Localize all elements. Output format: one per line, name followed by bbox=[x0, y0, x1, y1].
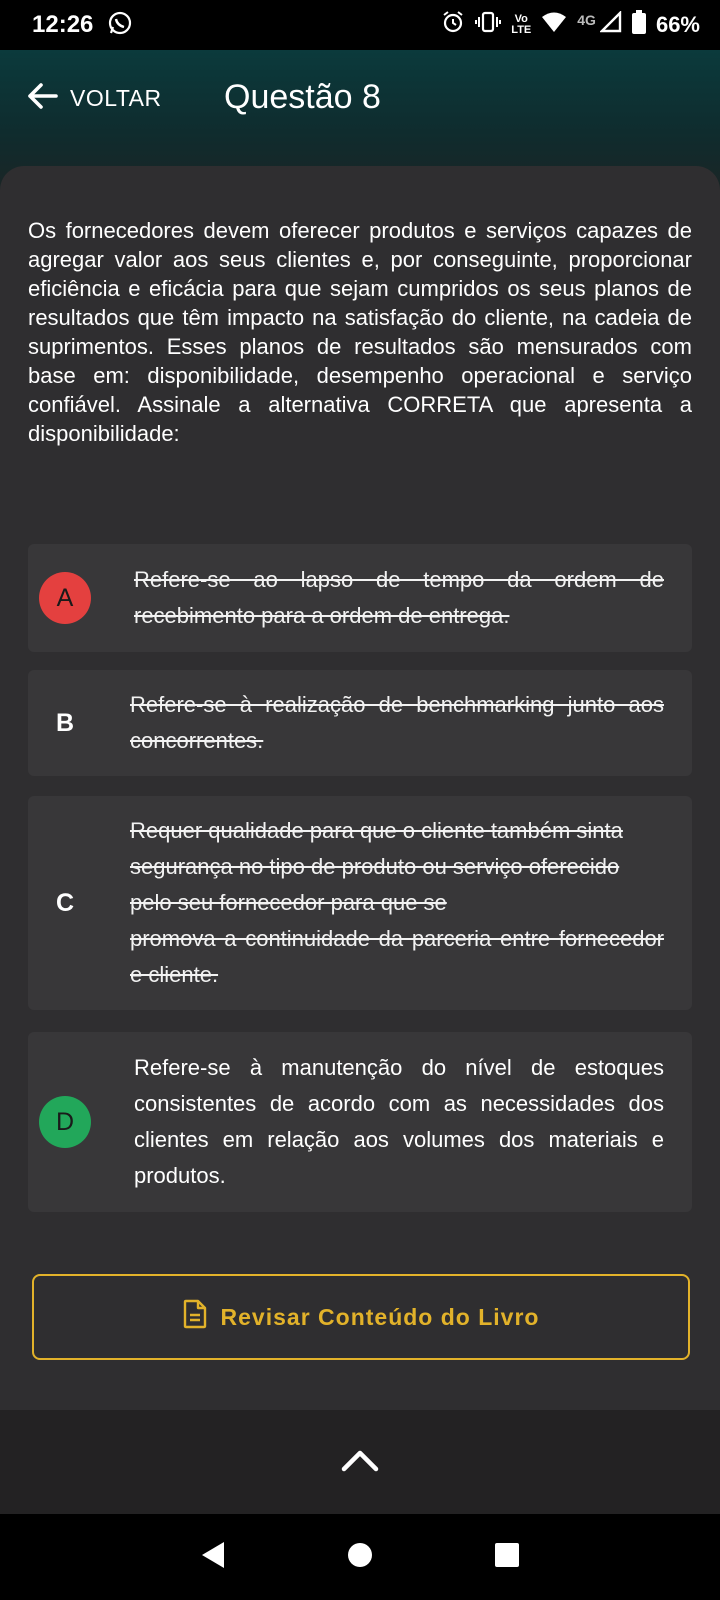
back-label: VOLTAR bbox=[70, 85, 162, 111]
question-text: Os fornecedores devem oferecer produtos e serviços capazes de agregar valor aos seus clientes e, por conseguinte, proporcionar eficiência e eficácia para que sejam cumpridos os seus planos de resultados que têm impacto na satisfação do cliente, na cadeia de suprimentos. Esses planos de resultados são mensurados com base em: disponibilidade, desempenho operacional e serviço confiável. Assinale a alternativa CORRETA que apresenta a disponibilidade: bbox=[28, 218, 692, 446]
option-d[interactable] bbox=[28, 1032, 692, 1212]
network-type: 4G bbox=[577, 12, 596, 28]
option-b[interactable] bbox=[28, 670, 692, 776]
question-card bbox=[0, 166, 720, 1410]
option-letter-badge: D bbox=[39, 1096, 91, 1148]
option-text: Refere-se ao lapso de tempo da ordem de recebimento para a ordem de entrega. bbox=[134, 567, 664, 628]
whatsapp-icon bbox=[107, 10, 133, 41]
page-title: Questão 8 bbox=[224, 78, 381, 116]
volte-icon bbox=[511, 14, 531, 36]
wifi-icon bbox=[541, 11, 567, 39]
nav-home-icon[interactable] bbox=[346, 1541, 374, 1574]
option-text-continuation: promova a continuidade da parceria entre fornecedor e cliente. bbox=[130, 926, 664, 987]
status-bar bbox=[0, 0, 720, 50]
nav-recents-icon[interactable] bbox=[493, 1541, 521, 1574]
battery-icon bbox=[632, 10, 646, 40]
option-a[interactable] bbox=[28, 544, 692, 652]
volte-top-label: Vo bbox=[514, 13, 528, 25]
document-icon bbox=[183, 1299, 207, 1335]
review-book-content-button[interactable] bbox=[32, 1274, 690, 1360]
alarm-icon bbox=[441, 10, 465, 40]
vibrate-icon bbox=[475, 11, 501, 39]
review-button-label: Revisar Conteúdo do Livro bbox=[220, 1303, 540, 1330]
chevron-up-icon[interactable] bbox=[340, 1447, 380, 1478]
option-text: Refere-se à realização de benchmarking junto aos concorrentes. bbox=[130, 692, 664, 753]
nav-back-icon[interactable] bbox=[199, 1540, 227, 1575]
bottom-bar bbox=[0, 1410, 720, 1514]
volte-bottom-label: LTE bbox=[511, 24, 532, 36]
option-c[interactable] bbox=[28, 796, 692, 1010]
arrow-left-icon bbox=[26, 82, 58, 115]
option-letter-badge: A bbox=[39, 572, 91, 624]
system-navigation-bar bbox=[0, 1514, 720, 1600]
option-text: Requer qualidade para que o cliente também sinta segurança no tipo de produto ou serviço oferecido pelo seu fornecedor para que se bbox=[130, 818, 623, 915]
battery-level: 66% bbox=[655, 12, 700, 37]
signal-icon bbox=[600, 11, 622, 39]
status-time: 12:26 bbox=[32, 11, 94, 38]
option-letter-badge: C bbox=[55, 888, 75, 917]
option-text: Refere-se à manutenção do nível de estoques consistentes de acordo com as necessidades dos clientes em relação aos volumes dos materiais e produtos. bbox=[134, 1055, 664, 1188]
option-letter-badge: B bbox=[55, 708, 75, 737]
back-button[interactable] bbox=[26, 82, 162, 115]
